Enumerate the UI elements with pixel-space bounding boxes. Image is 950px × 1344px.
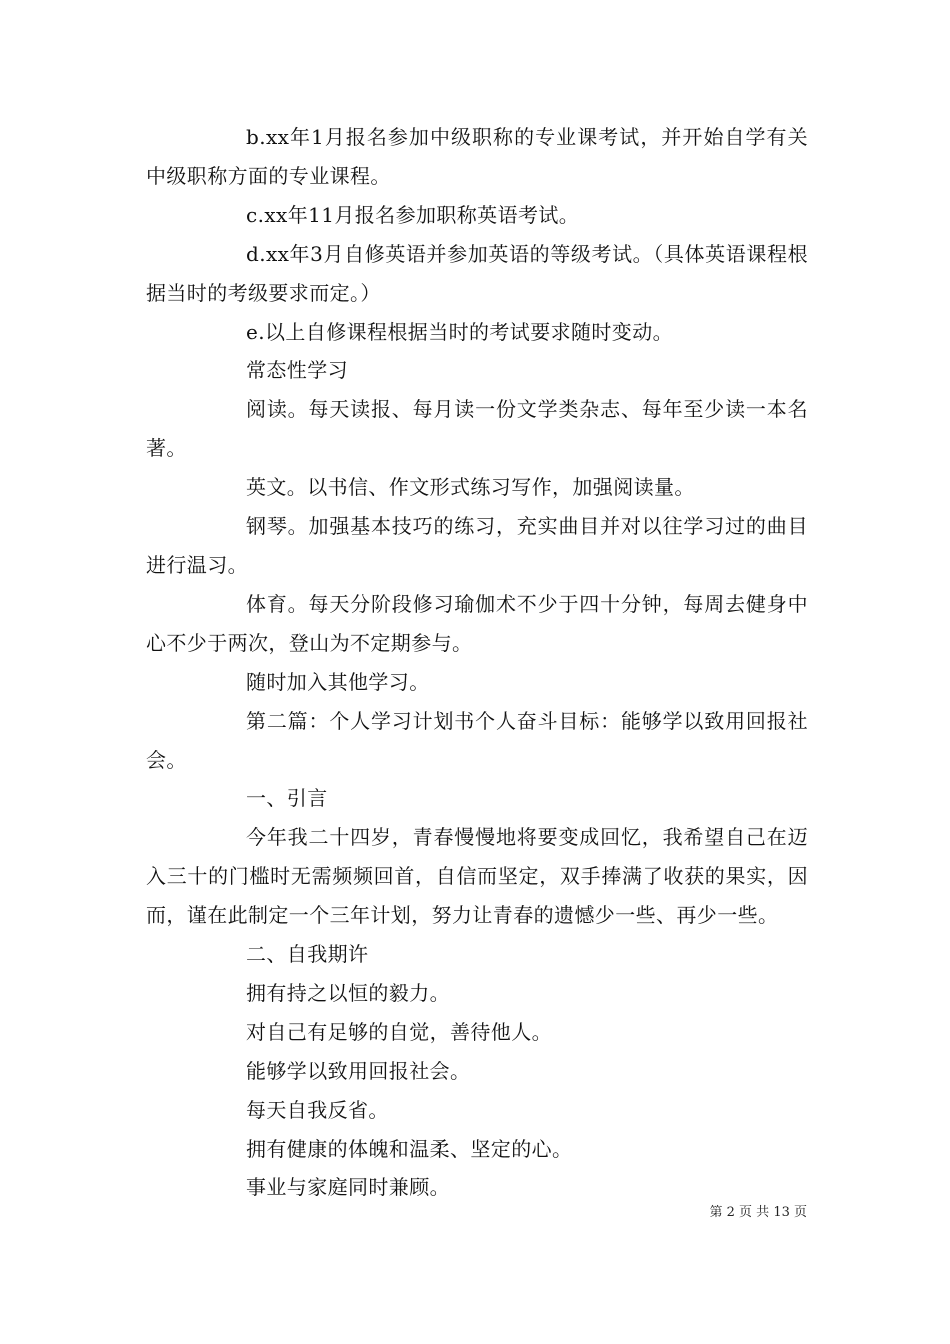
paragraph: 英文。以书信、作文形式练习写作，加强阅读量。 — [246, 475, 695, 500]
section-heading: 二、自我期许 — [246, 942, 369, 967]
list-item: 拥有健康的体魄和温柔、坚定的心。 — [246, 1136, 573, 1161]
paragraph: d.xx年3月自修英语并参加英语的等级考试。（具体英语课程根据当时的考级要求而定。） — [146, 241, 808, 305]
page-number: 第 2 页 共 13 页 — [709, 1205, 807, 1220]
paragraph: 钢琴。加强基本技巧的练习，充实曲目并对以往学习过的曲目进行温习。 — [146, 514, 808, 577]
section-heading: 常态性学习 — [246, 358, 348, 383]
list-item: 每天自我反省。 — [246, 1097, 389, 1122]
paragraph: 随时加入其他学习。 — [246, 669, 430, 694]
paragraph: c.xx年11月报名参加职称英语考试。 — [246, 202, 580, 227]
paragraph: 今年我二十四岁，青春慢慢地将要变成回忆，我希望自己在迈入三十的门槛时无需频频回首，自信而坚定，双手捧满了收获的果实，因而，谨在此制定一个三年计划，努力让青春的遗憾少一些、再少一些。 — [146, 825, 808, 928]
list-item: 能够学以致用回报社会。 — [246, 1058, 471, 1083]
paragraph: e.以上自修课程根据当时的考试要求随时变动。 — [246, 319, 673, 344]
list-item: 拥有持之以恒的毅力。 — [246, 980, 450, 1005]
article-title: 第二篇：个人学习计划书个人奋斗目标：能够学以致用回报社会。 — [146, 708, 808, 772]
section-heading: 一、引言 — [246, 786, 328, 811]
paragraph: 阅读。每天读报、每月读一份文学类杂志、每年至少读一本名著。 — [146, 397, 808, 461]
document-body — [146, 118, 808, 1207]
paragraph: b.xx年1月报名参加中级职称的专业课考试，并开始自学有关中级职称方面的专业课程。 — [146, 125, 808, 188]
paragraph: 体育。每天分阶段修习瑜伽术不少于四十分钟，每周去健身中心不少于两次，登山为不定期参与。 — [146, 591, 808, 655]
list-item: 对自己有足够的自觉，善待他人。 — [246, 1019, 552, 1044]
list-item: 事业与家庭同时兼顾。 — [246, 1175, 450, 1200]
